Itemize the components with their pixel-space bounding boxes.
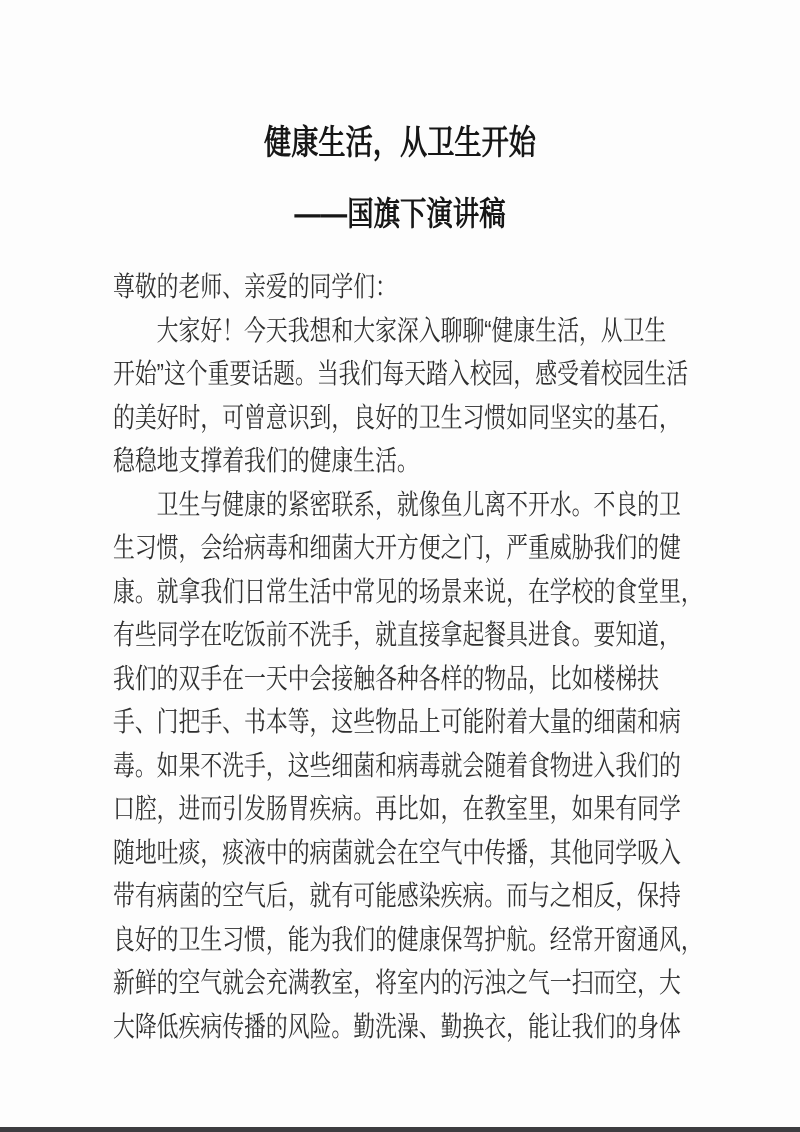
text-line: 大家好！今天我想和大家深入聊聊“健康生活，从卫生 bbox=[113, 314, 667, 346]
text-line: 大降低疾病传播的风险。勤洗澡、勤换衣，能让我们的身体 bbox=[113, 1010, 681, 1042]
document-body bbox=[113, 265, 793, 1048]
text-line: 的美好时，可曾意识到，良好的卫生习惯如同坚实的基石， bbox=[113, 401, 681, 433]
text-line: 卫生与健康的紧密联系，就像鱼儿离不开水。不良的卫 bbox=[113, 488, 681, 520]
text-line: 开始”这个重要话题。当我们每天踏入校园，感受着校园生活 bbox=[113, 358, 689, 389]
text-line: 稳稳地支撑着我们的健康生活。 bbox=[113, 445, 419, 476]
text-line: 新鲜的空气就会充满教室，将室内的污浊之气一扫而空，大 bbox=[113, 967, 681, 998]
bottom-edge-bar bbox=[0, 1127, 800, 1132]
text-line: 尊敬的老师、亲爱的同学们： bbox=[113, 271, 397, 302]
page-title: 健康生活，从卫生开始 bbox=[264, 124, 536, 162]
text-line: 良好的卫生习惯，能为我们的健康保驾护航。经常开窗通风， bbox=[113, 923, 703, 955]
text-line: 带有病菌的空气后，就有可能感染疾病。而与之相反，保持 bbox=[113, 880, 681, 911]
text-line: 手、门把手、书本等，这些物品上可能附着大量的细菌和病 bbox=[113, 706, 681, 737]
text-line: 我们的双手在一天中会接触各种各样的物品，比如楼梯扶 bbox=[113, 662, 660, 694]
text-line: 康。就拿我们日常生活中常见的场景来说，在学校的食堂里， bbox=[113, 575, 703, 607]
text-line: 生习惯，会给病毒和细菌大开方便之门，严重威胁我们的健 bbox=[113, 532, 681, 563]
text-line: 随地吐痰，痰液中的病菌就会在空气中传播，其他同学吸入 bbox=[113, 836, 681, 868]
text-line: 有些同学在吃饭前不洗手，就直接拿起餐具进食。要知道， bbox=[113, 619, 681, 650]
text-line: 毒。如果不洗手，这些细菌和病毒就会随着食物进入我们的 bbox=[113, 749, 681, 781]
page-subtitle: ——国旗下演讲稿 bbox=[294, 195, 506, 232]
text-line: 口腔，进而引发肠胃疾病。再比如，在教室里，如果有同学 bbox=[113, 793, 681, 824]
